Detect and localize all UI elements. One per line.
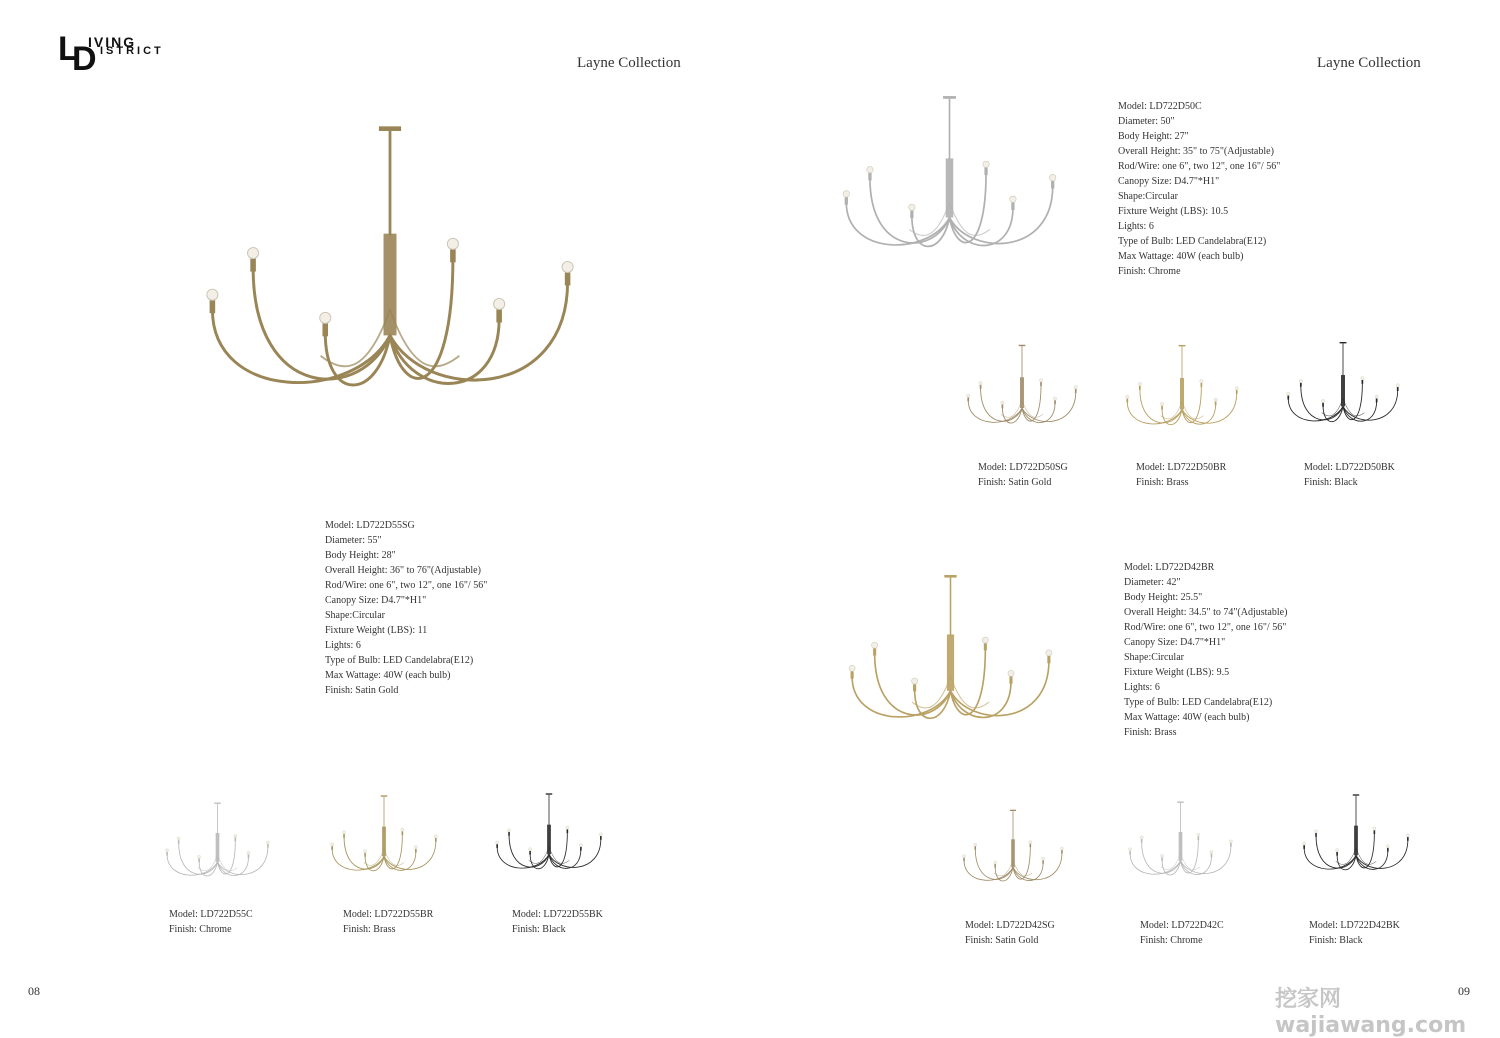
variant-finish: Finish: Black [1309, 935, 1363, 946]
spec-line: Overall Height: 36" to 76"(Adjustable) [325, 565, 481, 576]
spec-line: Finish: Brass [1124, 727, 1177, 738]
logo-word-district: ISTRICT [100, 45, 164, 57]
spec-line: Type of Bulb: LED Candelabra(E12) [1124, 697, 1273, 708]
spec-line: Canopy Size: D4.7"*H1" [325, 595, 427, 606]
variant-model: Model: LD722D42BK [1309, 920, 1400, 931]
spec-line: Max Wattage: 40W (each bulb) [1118, 251, 1244, 262]
spec-line: Lights: 6 [1118, 221, 1154, 232]
variant-caption-55c [169, 907, 253, 937]
chandelier-42bk-image [1302, 782, 1410, 892]
variant-finish: Finish: Satin Gold [965, 935, 1039, 946]
spec-line: Diameter: 55" [325, 535, 382, 546]
page-number-left: 08 [28, 984, 40, 998]
variant-caption-42c [1140, 918, 1224, 948]
variant-caption-50bk [1304, 460, 1395, 490]
spec-line: Type of Bulb: LED Candelabra(E12) [325, 655, 474, 666]
variant-model: Model: LD722D50SG [978, 462, 1068, 473]
variant-caption-42sg [965, 918, 1055, 948]
page-number-right: 09 [1458, 984, 1470, 998]
variant-model: Model: LD722D50BK [1304, 462, 1395, 473]
spec-line: Type of Bulb: LED Candelabra(E12) [1118, 236, 1267, 247]
chandelier-main-image [205, 120, 575, 425]
chandelier-50br-image [1125, 338, 1239, 442]
spec-line: Finish: Chrome [1118, 266, 1181, 277]
logo-letter-l: L [58, 30, 79, 68]
variant-model: Model: LD722D55C [169, 909, 253, 920]
chandelier-42sg-image [962, 796, 1064, 904]
spec-block-55sg [325, 518, 487, 698]
variant-finish: Finish: Satin Gold [978, 477, 1052, 488]
spec-line: Diameter: 42" [1124, 577, 1181, 588]
spec-line: Rod/Wire: one 6", two 12", one 16"/ 56" [325, 580, 488, 591]
spec-line: Lights: 6 [325, 640, 361, 651]
chandelier-50c-image [842, 86, 1057, 276]
variant-finish: Finish: Chrome [1140, 935, 1203, 946]
spec-line: Overall Height: 34.5" to 74"(Adjustable) [1124, 607, 1288, 618]
spec-line: Model: LD722D42BR [1124, 562, 1215, 573]
spec-line: Model: LD722D50C [1118, 101, 1202, 112]
spec-line: Finish: Satin Gold [325, 685, 399, 696]
brand-logo [58, 30, 178, 78]
spec-line: Fixture Weight (LBS): 10.5 [1118, 206, 1229, 217]
variant-finish: Finish: Brass [1136, 477, 1189, 488]
spec-line: Max Wattage: 40W (each bulb) [325, 670, 451, 681]
spec-line: Max Wattage: 40W (each bulb) [1124, 712, 1250, 723]
variant-finish: Finish: Chrome [169, 924, 232, 935]
variant-finish: Finish: Brass [343, 924, 396, 935]
spec-line: Rod/Wire: one 6", two 12", one 16"/ 56" [1118, 161, 1281, 172]
watermark: 挖家网 wajiawang.com [1275, 987, 1467, 1038]
variant-caption-50sg [978, 460, 1068, 490]
spec-line: Shape:Circular [1124, 652, 1184, 663]
spec-line: Shape:Circular [1118, 191, 1178, 202]
chandelier-42br-image [848, 556, 1053, 756]
right-collection-title: Layne Collection [1317, 55, 1421, 71]
spec-line: Body Height: 25.5" [1124, 592, 1203, 603]
spec-line: Overall Height: 35" to 75"(Adjustable) [1118, 146, 1274, 157]
spec-line: Canopy Size: D4.7"*H1" [1124, 637, 1226, 648]
variant-caption-55bk [512, 907, 603, 937]
variant-model: Model: LD722D55BK [512, 909, 603, 920]
left-collection-title: Layne Collection [577, 55, 681, 71]
chandelier-50bk-image [1286, 335, 1400, 439]
chandelier-50sg-image [966, 338, 1078, 440]
spec-line: Model: LD722D55SG [325, 520, 415, 531]
logo-letter-d: D [72, 40, 97, 78]
spec-line: Fixture Weight (LBS): 9.5 [1124, 667, 1230, 678]
variant-caption-55br [343, 907, 433, 937]
variant-caption-50br [1136, 460, 1226, 490]
variant-caption-42bk [1309, 918, 1400, 948]
spec-block-50c [1118, 99, 1280, 279]
variant-model: Model: LD722D42C [1140, 920, 1224, 931]
logo-word-living: IVING [88, 34, 137, 50]
spec-block-42br [1124, 560, 1287, 740]
variant-model: Model: LD722D50BR [1136, 462, 1227, 473]
variant-model: Model: LD722D42SG [965, 920, 1055, 931]
chandelier-55br-image [330, 788, 438, 888]
chandelier-55c-image [165, 798, 270, 890]
spec-line: Body Height: 28" [325, 550, 396, 561]
chandelier-55bk-image [495, 786, 603, 886]
variant-finish: Finish: Black [512, 924, 566, 935]
spec-line: Rod/Wire: one 6", two 12", one 16"/ 56" [1124, 622, 1287, 633]
variant-finish: Finish: Black [1304, 477, 1358, 488]
variant-model: Model: LD722D55BR [343, 909, 434, 920]
spec-line: Diameter: 50" [1118, 116, 1175, 127]
spec-line: Lights: 6 [1124, 682, 1160, 693]
spec-line: Shape:Circular [325, 610, 385, 621]
spec-line: Canopy Size: D4.7"*H1" [1118, 176, 1220, 187]
spec-line: Fixture Weight (LBS): 11 [325, 625, 428, 636]
chandelier-42c-image [1128, 788, 1233, 898]
spec-line: Body Height: 27" [1118, 131, 1189, 142]
